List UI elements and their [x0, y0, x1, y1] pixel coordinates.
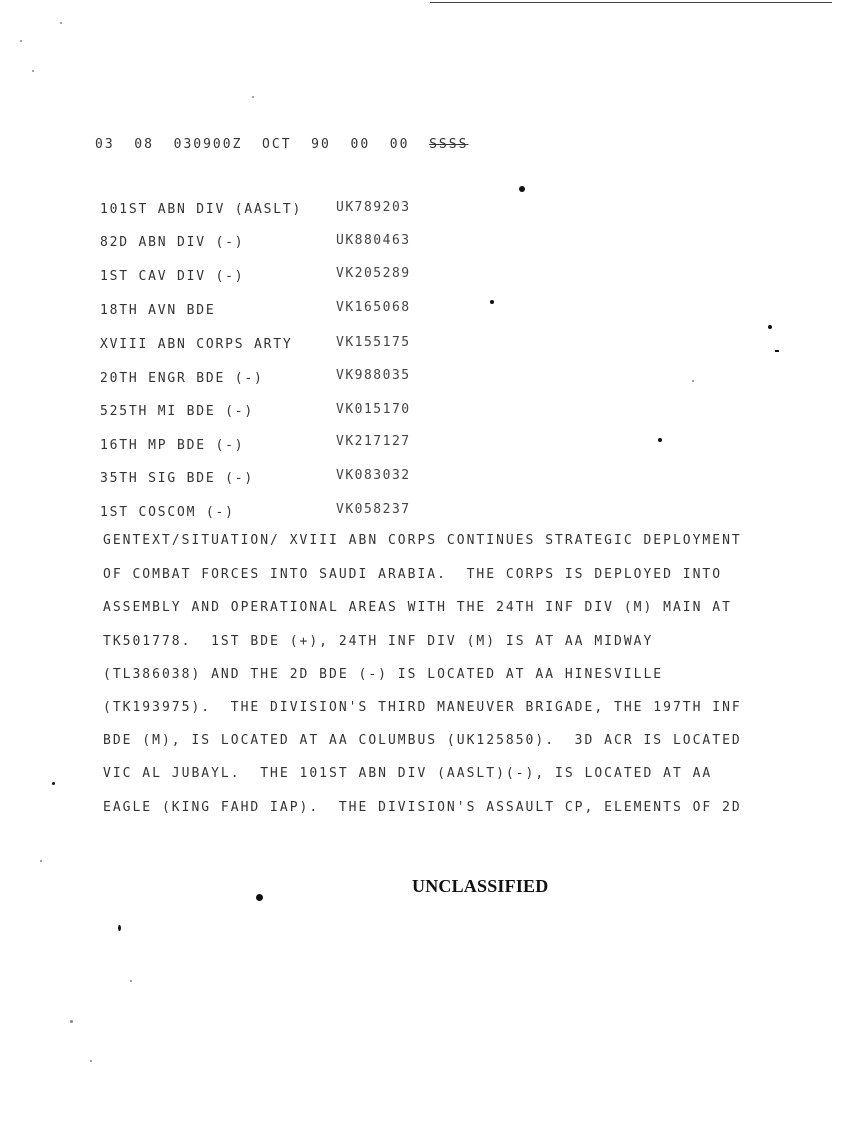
scan-speck	[775, 350, 779, 352]
unit-name: 82D ABN DIV (-)	[100, 235, 245, 250]
unit-location: VK217127	[336, 434, 411, 449]
top-rule	[430, 2, 832, 3]
unit-name: 18TH AVN BDE	[100, 303, 216, 318]
gentext-line: VIC AL JUBAYL. THE 101ST ABN DIV (AASLT)(-), IS LOCATED AT AA	[103, 766, 713, 781]
gentext-line: (TK193975). THE DIVISION'S THIRD MANEUVER BRIGADE, THE 197TH INF	[103, 700, 742, 715]
gentext-line: BDE (M), IS LOCATED AT AA COLUMBUS (UK125850). 3D ACR IS LOCATED	[103, 733, 742, 748]
unit-name: 525TH MI BDE (-)	[100, 404, 255, 419]
unit-name: 20TH ENGR BDE (-)	[100, 371, 264, 386]
scan-speck	[70, 1020, 73, 1023]
scan-speck	[658, 438, 662, 442]
struck-classification: SSSS	[429, 137, 469, 152]
unit-location: UK789203	[336, 200, 411, 215]
scan-speck	[90, 1060, 92, 1062]
gentext-line: TK501778. 1ST BDE (+), 24TH INF DIV (M) IS AT AA MIDWAY	[103, 634, 654, 649]
scan-speck	[252, 96, 254, 98]
unit-location: UK880463	[336, 233, 411, 248]
gentext-line: (TL386038) AND THE 2D BDE (-) IS LOCATED AT AA HINESVILLE	[103, 667, 664, 682]
scan-speck	[52, 782, 55, 785]
scan-speck	[118, 925, 121, 931]
scan-speck	[60, 22, 62, 24]
unit-name: 1ST CAV DIV (-)	[100, 269, 245, 284]
classification-marking: UNCLASSIFIED	[412, 876, 549, 896]
gentext-line: GENTEXT/SITUATION/ XVIII ABN CORPS CONTINUES STRATEGIC DEPLOYMENT	[103, 533, 742, 548]
scan-speck	[519, 186, 525, 192]
unit-location: VK165068	[336, 300, 411, 315]
message-header	[95, 137, 468, 152]
unit-name: 101ST ABN DIV (AASLT)	[100, 202, 303, 217]
scan-speck	[130, 980, 132, 982]
scan-speck	[32, 70, 34, 72]
gentext-line: OF COMBAT FORCES INTO SAUDI ARABIA. THE CORPS IS DEPLOYED INTO	[103, 567, 723, 582]
unit-location: VK988035	[336, 368, 411, 383]
gentext-line: ASSEMBLY AND OPERATIONAL AREAS WITH THE 24TH INF DIV (M) MAIN AT	[103, 600, 732, 615]
unit-name: 1ST COSCOM (-)	[100, 505, 235, 520]
scan-speck	[768, 325, 772, 329]
scan-speck	[490, 300, 494, 304]
unit-name: 16TH MP BDE (-)	[100, 438, 245, 453]
unit-name: XVIII ABN CORPS ARTY	[100, 337, 293, 352]
scan-speck	[256, 894, 263, 901]
scan-speck	[40, 860, 42, 862]
unit-location: VK155175	[336, 335, 411, 350]
unit-name: 35TH SIG BDE (-)	[100, 471, 255, 486]
gentext-line: EAGLE (KING FAHD IAP). THE DIVISION'S ASSAULT CP, ELEMENTS OF 2D	[103, 800, 742, 815]
unit-location: VK015170	[336, 402, 411, 417]
unit-location: VK083032	[336, 468, 411, 483]
unit-location: VK205289	[336, 266, 411, 281]
header-fields: 03 08 030900Z OCT 90 00 00	[95, 137, 410, 152]
unit-location: VK058237	[336, 502, 411, 517]
scan-speck	[20, 40, 22, 42]
scan-speck	[692, 380, 694, 382]
